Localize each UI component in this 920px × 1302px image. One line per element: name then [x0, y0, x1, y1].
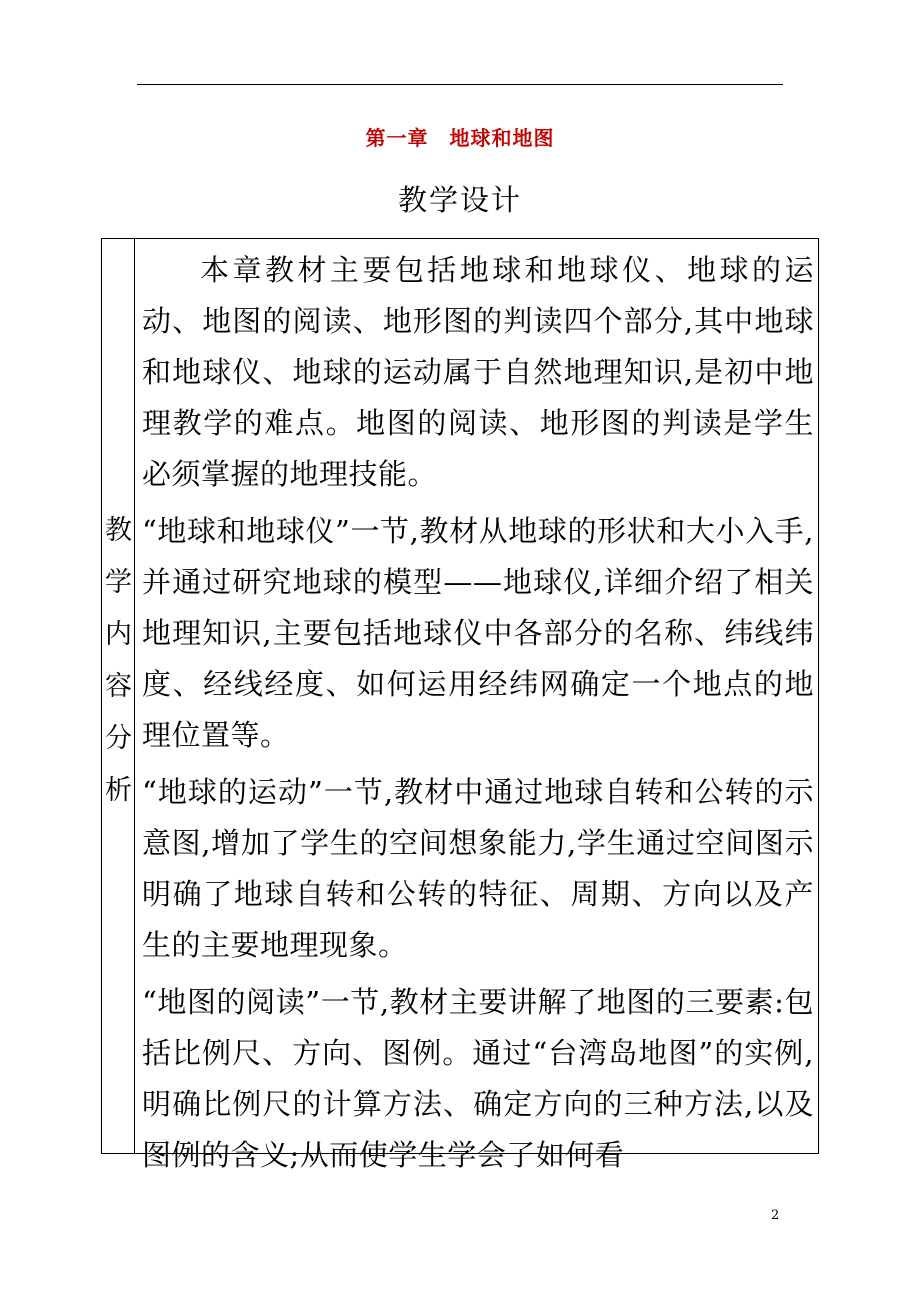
- content-cell: [142, 245, 814, 1181]
- content-paragraph-earth-motion: “地球的运动”一节,教材中通过地球自转和公转的示意图,增加了学生的空间想象能力,学生通过空间图示明确了地球自转和公转的特征、周期、方向以及产生的主要地理现象。: [142, 775, 814, 962]
- row-label-text: 教学内容分析: [105, 515, 132, 806]
- document-title: 教学设计: [397, 183, 522, 217]
- content-paragraph-overview: 本章教材主要包括地球和地球仪、地球的运动、地图的阅读、地形图的判读四个部分,其中地球和地球仪、地球的运动属于自然地理知识,是初中地理教学的难点。地图的阅读、地形图的判读是学生必须掌握的地理技能。: [142, 253, 814, 491]
- content-paragraph-map-reading: “地图的阅读”一节,教材主要讲解了地图的三要素:包括比例尺、方向、图例。通过“台湾岛地图”的实例,明确比例尺的计算方法、确定方向的三种方法,以及图例的含义;从而使学生学会了如何看: [142, 985, 814, 1172]
- header-rule: [137, 84, 783, 85]
- chapter-title: 第一章 地球和地图: [365, 126, 555, 150]
- page-number: 2: [771, 1208, 780, 1223]
- content-paragraph-globe: “地球和地球仪”一节,教材从地球的形状和大小入手,并通过研究地球的模型——地球仪,详细介绍了相关地理知识,主要包括地球仪中各部分的名称、纬线纬度、经线经度、如何运用经纬网确定一个地点的地理位置等。: [142, 514, 814, 752]
- row-label-cell: [102, 239, 135, 1153]
- teaching-design-table: [101, 238, 819, 1172]
